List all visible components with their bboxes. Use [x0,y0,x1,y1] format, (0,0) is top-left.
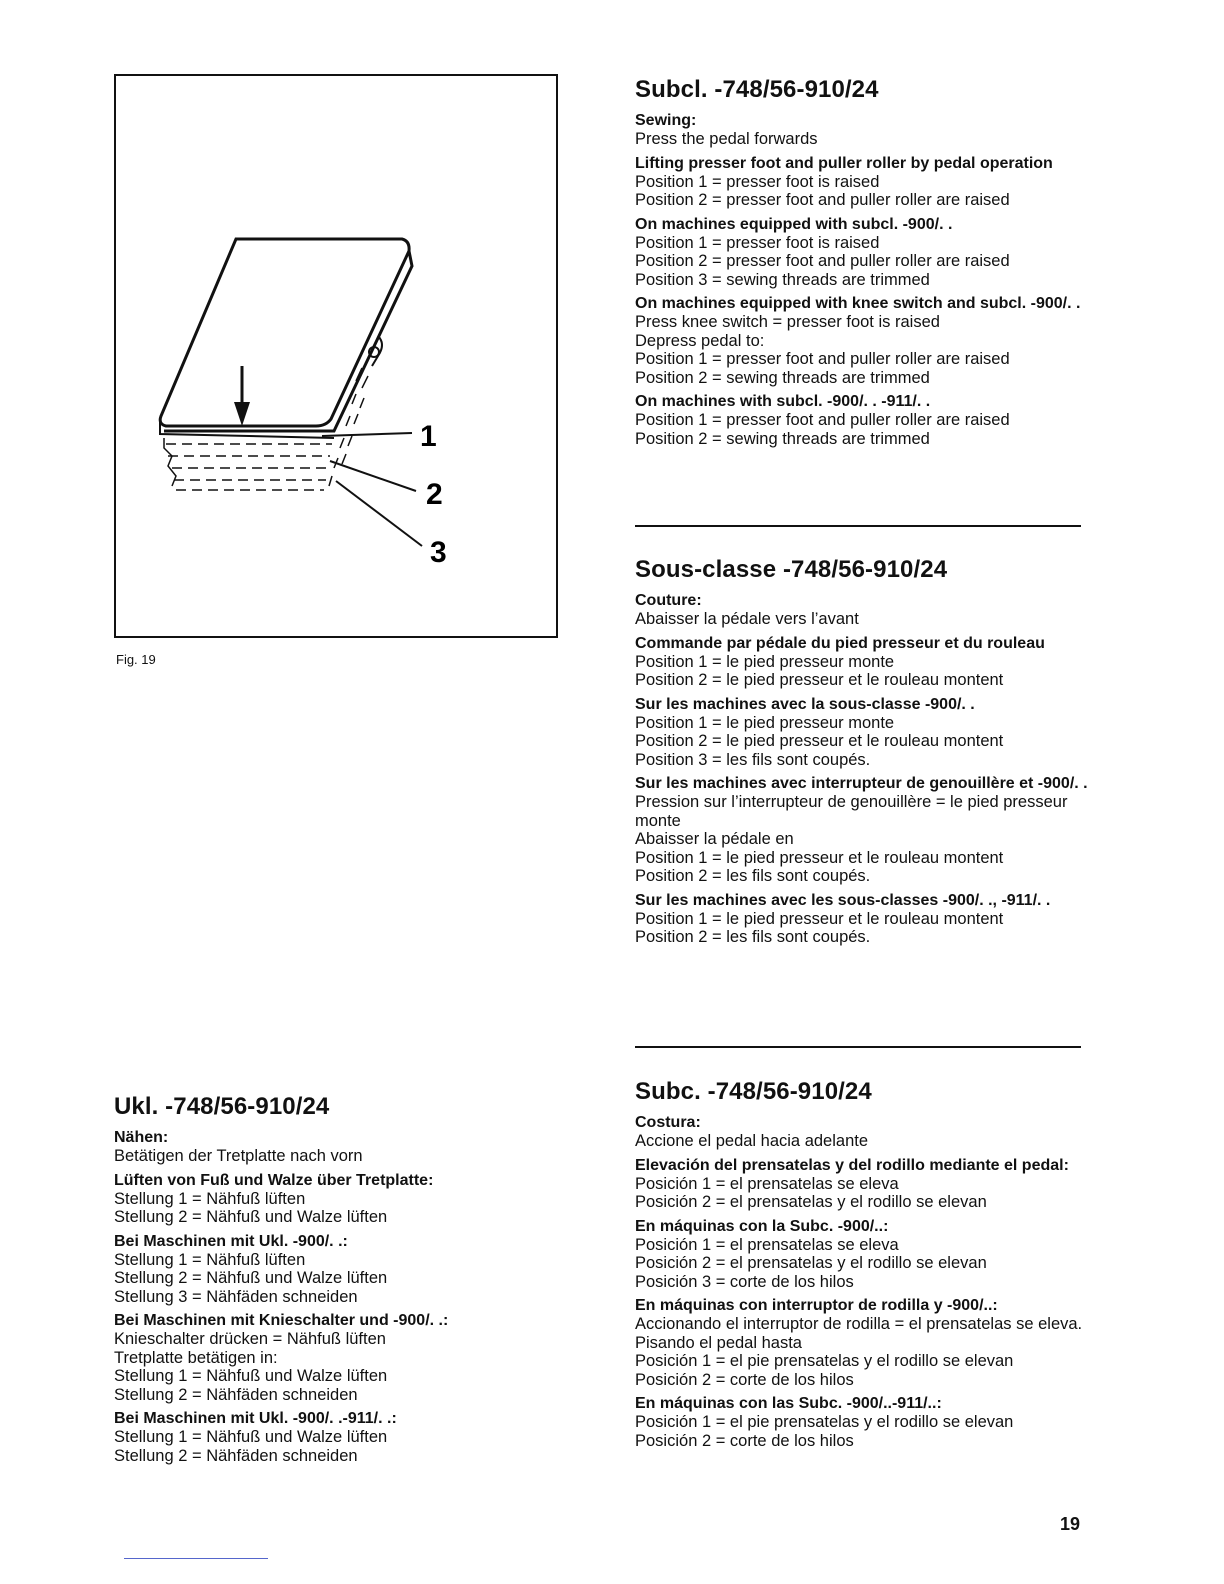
instruction-line: Position 1 = presser foot and puller roller are raised [635,411,1010,429]
instruction-line: Position 1 = le pied presseur et le rouleau montent [635,909,1004,928]
block-heading: Couture: [635,592,702,609]
instruction-line: Depress pedal to: [635,331,765,350]
callout-1: 1 [420,420,437,453]
section-title: Sous-classe -748/56-910/24 [635,556,948,583]
instruction-block [635,892,1105,947]
block-heading: Costura: [635,1114,701,1131]
instruction-block [114,1410,554,1465]
block-heading: Sewing: [635,112,697,129]
instruction-line: Position 3 = les fils sont coupés. [635,750,871,769]
instruction-line: Posición 2 = corte de los hilos [635,1370,854,1389]
instruction-block [635,635,1105,690]
instruction-block [635,1218,1105,1292]
instruction-line: Posición 2 = corte de los hilos [635,1431,854,1450]
instruction-block [114,1233,554,1307]
instruction-block [635,155,1105,210]
instruction-line: Accione el pedal hacia adelante [635,1132,869,1150]
instruction-line: Posición 2 = el prensatelas y el rodillo se elevan [635,1254,987,1272]
block-heading: Elevación del prensatelas y del rodillo mediante el pedal: [635,1156,1069,1174]
instruction-block [114,1129,554,1166]
instruction-line: Posición 3 = corte de los hilos [635,1272,854,1291]
instruction-line: Position 2 = sewing threads are trimmed [635,368,930,387]
block-heading: Lifting presser foot and puller roller by pedal operation [635,154,1053,172]
section-french [635,556,1105,953]
instruction-line: Position 1 = le pied presseur monte [635,713,895,732]
instruction-line: Stellung 1 = Nähfuß lüften [114,1189,306,1208]
footer-link-line [124,1558,268,1559]
block-heading: Bei Maschinen mit Ukl. -900/. .-911/. .: [114,1410,397,1427]
section-spanish [635,1078,1105,1456]
instruction-block [635,295,1105,387]
instruction-line: Abaisser la pédale en [635,830,794,848]
section-title: Ukl. -748/56-910/24 [114,1093,330,1120]
instruction-line: Position 3 = sewing threads are trimmed [635,270,930,289]
pedal-illustration [116,76,556,636]
callout-3: 3 [430,536,447,569]
instruction-line: Position 2 = presser foot and puller roller are raised [635,191,1010,209]
instruction-block [114,1312,554,1404]
instruction-line: Position 1 = le pied presseur monte [635,652,895,671]
divider [635,1046,1081,1048]
page-number: 19 [1060,1514,1081,1534]
instruction-block [635,696,1105,770]
instruction-line: Pisando el pedal hasta [635,1333,802,1352]
section-german [114,1093,554,1471]
instruction-block [635,1395,1105,1450]
instruction-block [635,393,1105,448]
block-heading: En máquinas con la Subc. -900/..: [635,1217,889,1235]
instruction-line: Position 2 = sewing threads are trimmed [635,429,930,448]
instruction-line: Posición 1 = el prensatelas se eleva [635,1174,899,1193]
instruction-line: Pression sur l’interrupteur de genouillère = le pied presseur monte [635,793,1068,830]
instruction-block [635,592,1105,629]
instruction-line: Knieschalter drücken = Nähfuß lüften [114,1330,386,1348]
instruction-line: Position 2 = les fils sont coupés. [635,867,871,885]
instruction-line: Position 2 = les fils sont coupés. [635,928,871,946]
instruction-line: Position 2 = presser foot and puller roller are raised [635,252,1010,270]
instruction-line: Stellung 1 = Nähfuß und Walze lüften [114,1428,388,1446]
instruction-line: Stellung 1 = Nähfuß und Walze lüften [114,1367,388,1385]
block-heading: On machines equipped with subcl. -900/. . [635,215,953,233]
instruction-line: Posición 2 = el prensatelas y el rodillo se elevan [635,1193,987,1211]
block-heading: Lüften von Fuß und Walze über Tretplatte: [114,1171,434,1189]
block-heading: On machines equipped with knee switch and subcl. -900/. . [635,295,1081,312]
instruction-line: Stellung 3 = Nähfäden schneiden [114,1287,358,1306]
instruction-line: Press the pedal forwards [635,130,818,148]
instruction-block [635,216,1105,290]
instruction-block [635,1114,1105,1151]
block-heading: Sur les machines avec les sous-classes -900/. ., -911/. . [635,891,1051,909]
instruction-line: Accionando el interruptor de rodilla = el prensatelas se eleva. [635,1315,1083,1333]
block-heading: Bei Maschinen mit Knieschalter und -900/. .: [114,1312,449,1329]
instruction-line: Stellung 2 = Nähfuß und Walze lüften [114,1269,388,1287]
instruction-line: Posición 1 = el pie prensatelas y el rodillo se elevan [635,1413,1014,1431]
instruction-line: Tretplatte betätigen in: [114,1348,278,1367]
instruction-line: Position 1 = le pied presseur et le rouleau montent [635,848,1004,867]
instruction-block [635,1297,1105,1389]
section-english [635,76,1105,454]
block-heading: En máquinas con interruptor de rodilla y -900/..: [635,1297,998,1314]
instruction-line: Position 1 = presser foot and puller roller are raised [635,350,1010,368]
callout-2: 2 [426,478,443,511]
block-heading: Nähen: [114,1129,169,1146]
instruction-line: Press knee switch = presser foot is raised [635,313,940,331]
instruction-line: Stellung 2 = Nähfäden schneiden [114,1385,358,1404]
block-heading: Sur les machines avec interrupteur de genouillère et -900/. . [635,775,1088,792]
figure-caption: Fig. 19 [116,652,156,667]
block-heading: En máquinas con las Subc. -900/..-911/..: [635,1395,942,1412]
instruction-block [114,1172,554,1227]
block-heading: Bei Maschinen mit Ukl. -900/. .: [114,1232,348,1250]
instruction-line: Stellung 2 = Nähfuß und Walze lüften [114,1208,388,1226]
instruction-line: Stellung 1 = Nähfuß lüften [114,1250,306,1269]
instruction-line: Posición 1 = el prensatelas se eleva [635,1235,899,1254]
instruction-block [635,1157,1105,1212]
divider [635,525,1081,527]
block-heading: On machines with subcl. -900/. . -911/. . [635,393,931,410]
section-title: Subcl. -748/56-910/24 [635,76,879,103]
instruction-line: Betätigen der Tretplatte nach vorn [114,1147,363,1165]
instruction-line: Position 1 = presser foot is raised [635,233,880,252]
instruction-block [635,775,1105,886]
instruction-line: Posición 1 = el pie prensatelas y el rodillo se elevan [635,1352,1014,1370]
instruction-line: Stellung 2 = Nähfäden schneiden [114,1446,358,1465]
instruction-line: Position 2 = le pied presseur et le rouleau montent [635,732,1004,750]
instruction-line: Position 2 = le pied presseur et le rouleau montent [635,671,1004,689]
instruction-line: Abaisser la pédale vers l’avant [635,610,859,628]
section-title: Subc. -748/56-910/24 [635,1078,872,1105]
block-heading: Sur les machines avec la sous-classe -900/. . [635,695,975,713]
block-heading: Commande par pédale du pied presseur et du rouleau [635,634,1045,652]
instruction-line: Position 1 = presser foot is raised [635,172,880,191]
figure-19 [114,74,558,638]
instruction-block [635,112,1105,149]
